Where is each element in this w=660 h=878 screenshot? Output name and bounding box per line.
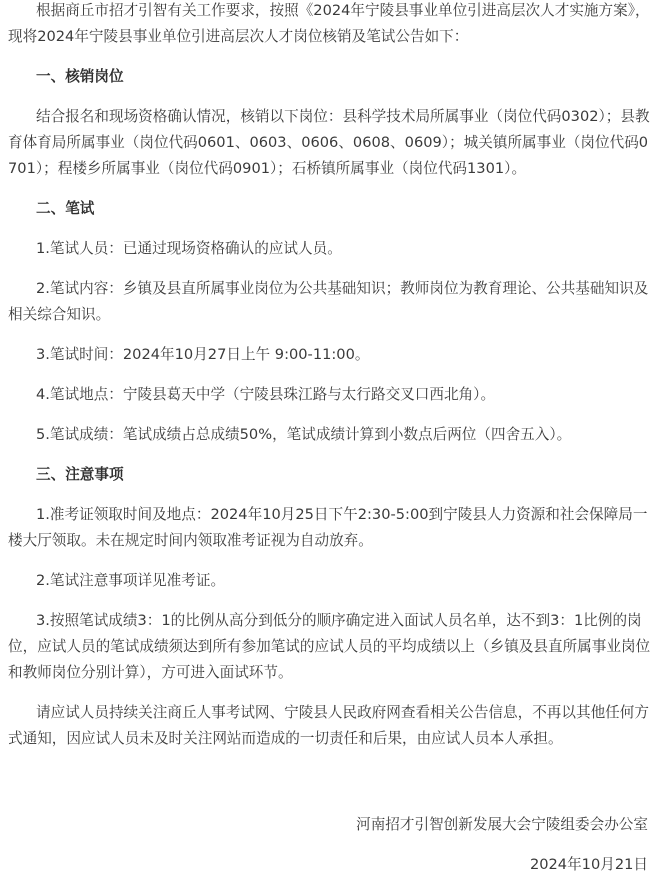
intro-paragraph: 根据商丘市招才引智有关工作要求，按照《2024年宁陵县事业单位引进高层次人才实施方案》，现将2024年宁陵县事业单位引进高层次人才岗位核销及笔试公告如下： bbox=[8, 2, 650, 45]
exam-item-location: 4.笔试地点：宁陵县葛天中学（宁陵县珠江路与太行路交叉口西北角）。 bbox=[36, 386, 496, 403]
exam-item-personnel: 1.笔试人员：已通过现场资格确认的应试人员。 bbox=[36, 240, 342, 257]
notes-item-interview-ratio: 3.按照笔试成绩3：1的比例从高分到低分的顺序确定进入面试人员名单，达不到3：1比例的岗位，应试人员的笔试成绩须达到所有参加笔试的应试人员的平均成绩以上（乡镇及县直所属事业岗位和教师岗位分别计算），方可进入面试环节。 bbox=[8, 612, 651, 681]
section-heading-notes: 三、注意事项 bbox=[36, 466, 124, 483]
issue-date: 2024年10月21日 bbox=[529, 856, 648, 873]
issuing-organization: 河南招才引智创新发展大会宁陵组委会办公室 bbox=[356, 816, 648, 833]
closing-paragraph: 请应试人员持续关注商丘人事考试网、宁陵县人民政府网查看相关公告信息，不再以其他任何方式通知，因应试人员未及时关注网站而造成的一切责任和后果，由应试人员本人承担。 bbox=[8, 704, 649, 747]
section-heading-cancelled-positions: 一、核销岗位 bbox=[36, 68, 124, 85]
notes-item-admission-ticket: 1.准考证领取时间及地点：2024年10月25日下午2:30-5:00到宁陵县人力资源和社会保障局一楼大厅领取。未在规定时间内领取准考证视为自动放弃。 bbox=[8, 506, 648, 549]
exam-item-score: 5.笔试成绩：笔试成绩占总成绩50%，笔试成绩计算到小数点后两位（四舍五入）。 bbox=[36, 426, 572, 443]
cancelled-positions-paragraph: 结合报名和现场资格确认情况，核销以下岗位：县科学技术局所属事业（岗位代码0302）；县教育体育局所属事业（岗位代码0601、0603、0606、0608、0609）；城关镇所属事业（岗位代码0701）；程楼乡所属事业（岗位代码0901）；石桥镇所属事业（岗位代码1301）。 bbox=[8, 108, 650, 177]
exam-item-content: 2.笔试内容：乡镇及县直所属事业岗位为公共基础知识；教师岗位为教育理论、公共基础知识及相关综合知识。 bbox=[8, 280, 649, 323]
exam-item-time: 3.笔试时间：2024年10月27日上午 9:00-11:00。 bbox=[36, 346, 370, 363]
notes-item-exam-notice: 2.笔试注意事项详见准考证。 bbox=[36, 572, 226, 589]
section-heading-written-exam: 二、笔试 bbox=[36, 200, 95, 217]
